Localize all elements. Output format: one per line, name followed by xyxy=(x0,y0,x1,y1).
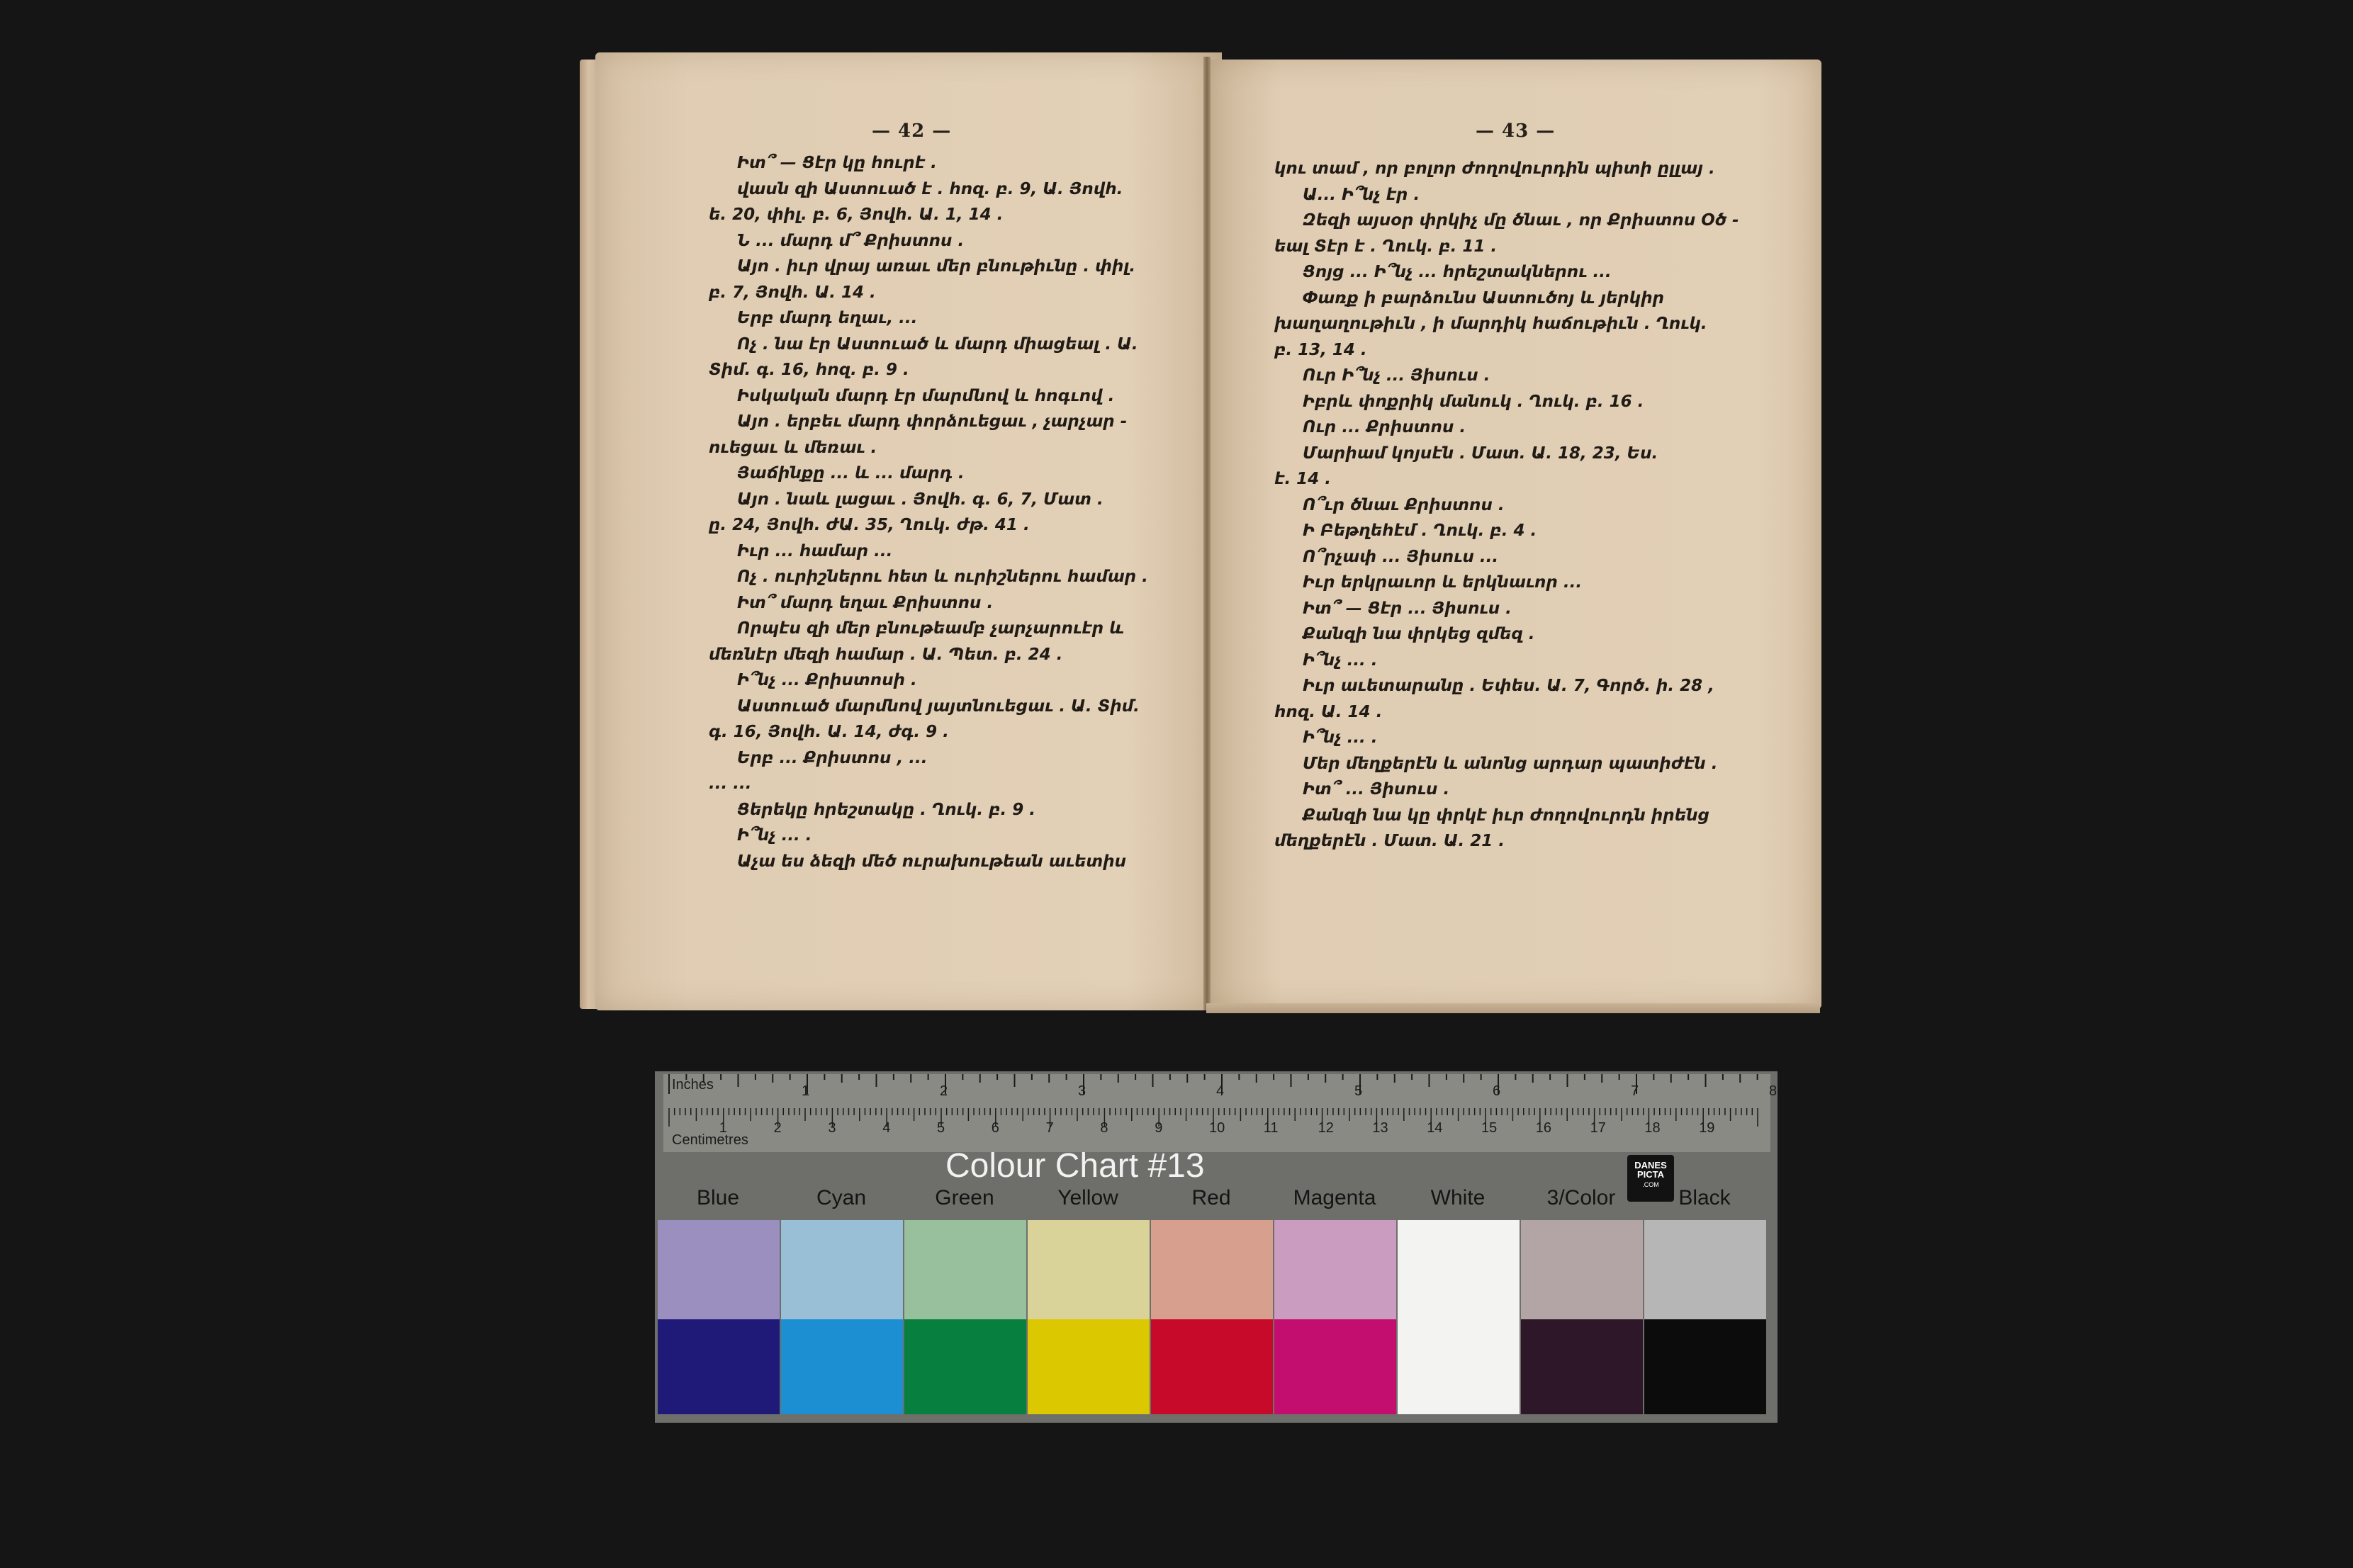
text-line: Յաճինքը ... և ... մարդ . xyxy=(737,464,965,483)
cm-tick-label: 7 xyxy=(1045,1120,1054,1136)
page-number-right: — 43 — xyxy=(1476,120,1556,142)
cm-tick-label: 14 xyxy=(1427,1120,1443,1136)
text-line: Երբ մարդ եղաւ, ... xyxy=(737,309,918,327)
cm-tick-label: 13 xyxy=(1372,1120,1388,1136)
inch-tick-label: 4 xyxy=(1216,1083,1225,1099)
text-line: Իտ՞ մարդ եղաւ Քրիստոս . xyxy=(737,593,994,612)
swatch-light-blue xyxy=(658,1220,780,1319)
text-line: Իւր երկրաւոր և երկնաւոր ... xyxy=(1303,573,1583,592)
text-line: Աստուած մարմնով յայտնուեցաւ . Ա. Տիմ. xyxy=(737,696,1140,716)
text-line: Ո՞ւր ծնաւ Քրիստոս . xyxy=(1303,495,1505,514)
text-line: մեռնէր մեզի համար . Ա. Պետ. բ. 24 . xyxy=(709,645,1063,664)
open-book xyxy=(580,52,1821,1016)
swatch-light-3-color xyxy=(1521,1220,1643,1319)
text-line: Ոչ . ուրիշներու հետ և ուրիշներու համար . xyxy=(737,568,1148,586)
text-line: Զեզի այսօր փրկիչ մը ծնաւ , որ Քրիստոս Օծ - xyxy=(1303,211,1739,230)
swatch-dark-blue xyxy=(658,1319,780,1414)
page-number-left: — 42 — xyxy=(872,120,952,142)
text-line: Աչա ես ձեզի մեծ ուրախութեան աւետիս xyxy=(737,852,1127,871)
text-line: Փառք ի բարձունս Աստուծոյ և յերկիր xyxy=(1303,288,1665,308)
cm-tick-label: 10 xyxy=(1209,1120,1225,1136)
inch-tick-label: 1 xyxy=(802,1083,810,1099)
text-line: խաղաղութիւն , ի մարդիկ հաճութիւն . Ղուկ. xyxy=(1274,315,1707,333)
text-line: Իւր աւետարանը . Եփես. Ա. 7, Գործ. ի. 28 , xyxy=(1303,677,1714,695)
swatch-light-black xyxy=(1644,1220,1766,1319)
cm-tick-label: 17 xyxy=(1590,1120,1606,1136)
colour-chart xyxy=(655,1071,1778,1423)
cm-tick-label: 12 xyxy=(1318,1120,1334,1136)
text-line: վասն զի Աստուած է . հոզ. բ. 9, Ա. Յովհ. xyxy=(737,179,1123,198)
left-page xyxy=(595,52,1222,1010)
swatch-label-red: Red xyxy=(1191,1186,1231,1209)
text-line: եալ Տէր է . Ղուկ. բ. 11 . xyxy=(1274,237,1498,256)
text-line: Ի Բեթղեհէմ . Ղուկ. բ. 4 . xyxy=(1303,521,1537,540)
cm-tick-label: 9 xyxy=(1155,1120,1163,1136)
swatch-label-cyan: Cyan xyxy=(816,1186,867,1209)
swatch-light-green xyxy=(904,1220,1026,1319)
cm-tick-label: 15 xyxy=(1481,1120,1498,1136)
text-line: Այո . երբեւ մարդ փորձուեցաւ , չարչար - xyxy=(737,412,1128,431)
cm-tick-label: 18 xyxy=(1644,1120,1661,1136)
text-line: կու տամ , որ բոլոր ժողովուրդին պիտի ըլլայ . xyxy=(1274,159,1715,178)
text-line: գ. 16, Յովհ. Ա. 14, ժգ. 9 . xyxy=(709,723,949,741)
text-line: մեղքերէն . Մատ. Ա. 21 . xyxy=(1274,832,1505,850)
logo-sub: .COM xyxy=(1642,1181,1659,1188)
swatch-dark-magenta xyxy=(1274,1319,1396,1414)
swatch-label-white: White xyxy=(1430,1186,1486,1209)
logo-text: DANES PICTA xyxy=(1634,1160,1667,1180)
swatch-label-3-color: 3/Color xyxy=(1546,1186,1616,1209)
cm-tick-label: 16 xyxy=(1535,1120,1552,1136)
text-line: Ցոյց ... Ի՞նչ ... հրեշտակներու ... xyxy=(1303,263,1612,281)
text-line: Մարիամ կոյսէն . Մատ. Ա. 18, 23, Ես. xyxy=(1303,444,1658,463)
swatch-light-white xyxy=(1398,1220,1520,1319)
text-line: Իտ՞ — Ցէր ... Յիսուս . xyxy=(1303,599,1512,618)
right-page xyxy=(1206,60,1821,1009)
left-page-text xyxy=(709,150,1148,874)
text-line: Ուր Ի՞նչ ... Յիսուս . xyxy=(1303,366,1490,385)
swatch-label-green: Green xyxy=(935,1186,994,1209)
text-line: Իտ՞ — Ցէր կը հուրէ . xyxy=(737,154,937,172)
swatch-dark-black xyxy=(1644,1319,1766,1414)
swatch-dark-white xyxy=(1398,1319,1520,1414)
text-line: Քանզի նա կը փրկէ իւր ժողովուրդն իրենց xyxy=(1303,806,1709,825)
text-line: է. 14 . xyxy=(1274,470,1331,488)
text-line: Երբ ... Քրիստոս , ... xyxy=(737,748,928,767)
text-line: Այո . նաև լացաւ . Յովհ. գ. 6, 7, Մատ . xyxy=(737,490,1104,509)
cm-tick-label: 4 xyxy=(882,1120,891,1136)
text-line: ուեցաւ և մեռաւ . xyxy=(709,438,877,457)
ruler-ticks xyxy=(663,1074,1778,1152)
text-line: Այո . իւր վրայ առաւ մեր բնութիւնը . փիլ. xyxy=(737,257,1136,276)
swatch-dark-red xyxy=(1151,1319,1273,1414)
inch-tick-label: 5 xyxy=(1354,1083,1363,1099)
text-line: Որպէս զի մեր բնութեամբ չարչարուէր և xyxy=(737,619,1124,638)
text-line: Ի՞նչ ... . xyxy=(1303,650,1378,670)
swatch-label-blue: Blue xyxy=(696,1186,740,1209)
swatch-dark-3-color xyxy=(1521,1319,1643,1414)
text-line: Իտ՞ ... Յիսուս . xyxy=(1303,780,1450,799)
text-line: հոզ. Ա. 14 . xyxy=(1274,702,1383,721)
inches-label: Inches xyxy=(672,1077,714,1093)
ruler xyxy=(663,1074,1778,1152)
text-line: ... ... xyxy=(709,774,752,793)
text-line: բ. 7, Յովհ. Ա. 14 . xyxy=(709,283,876,302)
text-line: Ի՞նչ ... . xyxy=(737,826,812,845)
cm-tick-label: 2 xyxy=(773,1120,782,1136)
swatch-dark-green xyxy=(904,1319,1026,1414)
swatch-light-red xyxy=(1151,1220,1273,1319)
cm-tick-label: 8 xyxy=(1100,1120,1108,1136)
cm-tick-label: 5 xyxy=(937,1120,945,1136)
swatch-light-magenta xyxy=(1274,1220,1396,1319)
colour-chart-title: Colour Chart #13 xyxy=(945,1147,1205,1185)
text-line: Մեր մեղքերէն և անոնց արդար պատիժէն . xyxy=(1303,754,1718,773)
swatch-label-magenta: Magenta xyxy=(1293,1186,1376,1209)
inch-tick-label: 8 xyxy=(1769,1083,1778,1099)
cm-tick-label: 1 xyxy=(719,1120,727,1136)
swatch-label-yellow: Yellow xyxy=(1057,1186,1118,1209)
cm-tick-label: 6 xyxy=(991,1120,999,1136)
swatch-label-black: Black xyxy=(1678,1186,1731,1209)
text-line: բ. 13, 14 . xyxy=(1274,340,1367,359)
cm-tick-label: 3 xyxy=(828,1120,836,1136)
text-line: Իբրև փոքրիկ մանուկ . Ղուկ. բ. 16 . xyxy=(1303,392,1644,411)
text-line: Իսկական մարդ էր մարմնով և հոգւով . xyxy=(737,386,1115,405)
inch-tick-label: 2 xyxy=(940,1083,948,1099)
text-line: ը. 24, Յովհ. ժԱ. 35, Ղուկ. ժթ. 41 . xyxy=(709,516,1030,534)
text-line: Ոչ . նա էր Աստուած և մարդ միացեալ . Ա. xyxy=(737,334,1138,354)
page-bottom-edge xyxy=(1206,1003,1820,1013)
text-line: Ի՞նչ ... Քրիստոսի . xyxy=(737,671,917,689)
centimetres-label: Centimetres xyxy=(672,1132,748,1148)
inch-tick-label: 3 xyxy=(1078,1083,1086,1099)
text-line: Տիմ. գ. 16, հոզ. բ. 9 . xyxy=(709,361,909,379)
inch-tick-label: 6 xyxy=(1493,1083,1501,1099)
swatch-light-yellow xyxy=(1028,1220,1150,1319)
book-gutter xyxy=(1203,57,1211,1010)
text-line: Քանզի նա փրկեց զմեզ . xyxy=(1303,625,1535,643)
text-line: ե. 20, փիլ. բ. 6, Յովհ. Ա. 1, 14 . xyxy=(709,205,1004,224)
text-line: Իւր ... համար ... xyxy=(737,541,893,560)
text-line: Ի՞նչ ... . xyxy=(1303,728,1378,747)
cm-tick-label: 19 xyxy=(1699,1120,1715,1136)
text-line: Ն ... մարդ մ՞ Քրիստոս . xyxy=(737,231,965,250)
right-page-text xyxy=(1274,156,1739,854)
swatch-light-cyan xyxy=(781,1220,903,1319)
inch-tick-label: 7 xyxy=(1631,1083,1639,1099)
swatch-dark-yellow xyxy=(1028,1319,1150,1414)
text-line: Ուր ... Քրիստոս . xyxy=(1303,418,1466,436)
text-line: Ա... Ի՞նչ էր . xyxy=(1303,185,1420,204)
cm-tick-label: 11 xyxy=(1263,1120,1279,1136)
text-line: Ցերեկը հրեշտակը . Ղուկ. բ. 9 . xyxy=(737,800,1035,819)
text-line: Ո՞րչափ ... Յիսուս ... xyxy=(1303,547,1499,566)
swatch-dark-cyan xyxy=(781,1319,903,1414)
